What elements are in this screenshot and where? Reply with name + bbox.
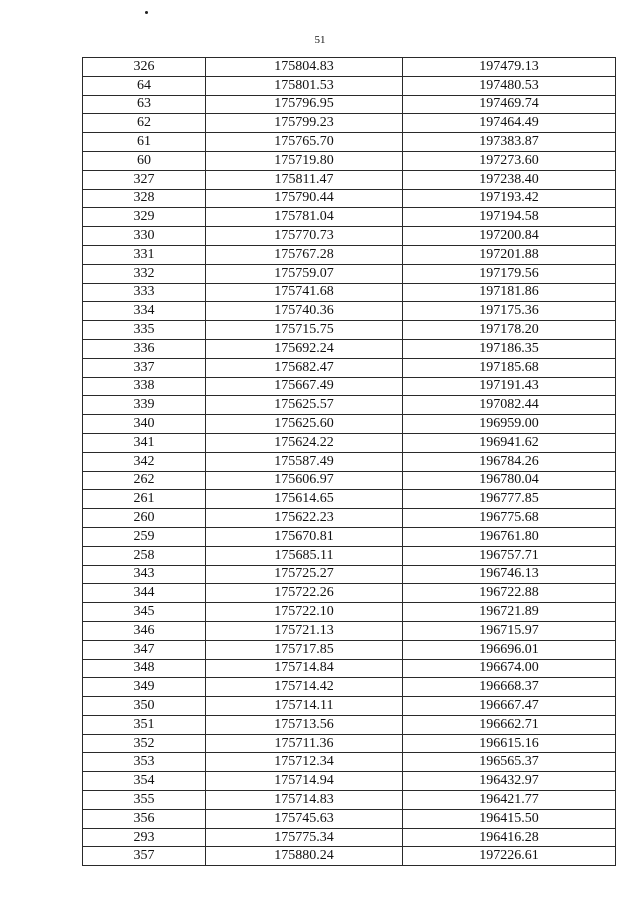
table-row — [83, 170, 616, 189]
table-row — [83, 640, 616, 659]
table-row — [83, 358, 616, 377]
table-row — [83, 753, 616, 772]
y-coordinate-cell: 196615.16 — [403, 734, 616, 753]
x-coordinate-cell: 175719.80 — [206, 151, 403, 170]
y-coordinate-cell: 197179.56 — [403, 264, 616, 283]
y-coordinate-cell: 196715.97 — [403, 621, 616, 640]
x-coordinate-cell: 175714.83 — [206, 791, 403, 810]
y-coordinate-cell: 196757.71 — [403, 546, 616, 565]
x-coordinate-cell: 175714.42 — [206, 678, 403, 697]
y-coordinate-cell: 197194.58 — [403, 208, 616, 227]
table-row — [83, 490, 616, 509]
scan-speck — [145, 11, 148, 14]
point-number-cell: 351 — [83, 715, 206, 734]
point-number-cell: 327 — [83, 170, 206, 189]
y-coordinate-cell: 197383.87 — [403, 133, 616, 152]
table-row — [83, 715, 616, 734]
y-coordinate-cell: 197185.68 — [403, 358, 616, 377]
y-coordinate-cell: 196775.68 — [403, 509, 616, 528]
table-row — [83, 809, 616, 828]
point-number-cell: 345 — [83, 603, 206, 622]
table-row — [83, 245, 616, 264]
x-coordinate-cell: 175715.75 — [206, 321, 403, 340]
y-coordinate-cell: 197238.40 — [403, 170, 616, 189]
point-number-cell: 343 — [83, 565, 206, 584]
table-row — [83, 772, 616, 791]
y-coordinate-cell: 196432.97 — [403, 772, 616, 791]
point-number-cell: 340 — [83, 415, 206, 434]
table-row — [83, 565, 616, 584]
y-coordinate-cell: 196959.00 — [403, 415, 616, 434]
x-coordinate-cell: 175622.23 — [206, 509, 403, 528]
point-number-cell: 339 — [83, 396, 206, 415]
point-number-cell: 61 — [83, 133, 206, 152]
y-coordinate-cell: 196667.47 — [403, 697, 616, 716]
x-coordinate-cell: 175722.10 — [206, 603, 403, 622]
table-row — [83, 264, 616, 283]
point-number-cell: 293 — [83, 828, 206, 847]
point-number-cell: 332 — [83, 264, 206, 283]
table-row — [83, 546, 616, 565]
x-coordinate-cell: 175624.22 — [206, 433, 403, 452]
y-coordinate-cell: 196696.01 — [403, 640, 616, 659]
table-row — [83, 452, 616, 471]
point-number-cell: 262 — [83, 471, 206, 490]
point-number-cell: 336 — [83, 339, 206, 358]
x-coordinate-cell: 175692.24 — [206, 339, 403, 358]
point-number-cell: 357 — [83, 847, 206, 866]
coordinates-table-body — [83, 58, 616, 866]
x-coordinate-cell: 175625.57 — [206, 396, 403, 415]
point-number-cell: 350 — [83, 697, 206, 716]
point-number-cell: 344 — [83, 584, 206, 603]
table-row — [83, 471, 616, 490]
table-row — [83, 415, 616, 434]
table-row — [83, 227, 616, 246]
x-coordinate-cell: 175717.85 — [206, 640, 403, 659]
x-coordinate-cell: 175711.36 — [206, 734, 403, 753]
x-coordinate-cell: 175670.81 — [206, 527, 403, 546]
table-row — [83, 791, 616, 810]
point-number-cell: 259 — [83, 527, 206, 546]
x-coordinate-cell: 175714.94 — [206, 772, 403, 791]
table-row — [83, 114, 616, 133]
y-coordinate-cell: 196761.80 — [403, 527, 616, 546]
point-number-cell: 353 — [83, 753, 206, 772]
table-row — [83, 208, 616, 227]
x-coordinate-cell: 175712.34 — [206, 753, 403, 772]
y-coordinate-cell: 197464.49 — [403, 114, 616, 133]
x-coordinate-cell: 175682.47 — [206, 358, 403, 377]
table-row — [83, 377, 616, 396]
y-coordinate-cell: 197479.13 — [403, 58, 616, 77]
y-coordinate-cell: 197191.43 — [403, 377, 616, 396]
y-coordinate-cell: 196668.37 — [403, 678, 616, 697]
x-coordinate-cell: 175714.84 — [206, 659, 403, 678]
y-coordinate-cell: 197273.60 — [403, 151, 616, 170]
point-number-cell: 330 — [83, 227, 206, 246]
y-coordinate-cell: 196780.04 — [403, 471, 616, 490]
table-row — [83, 621, 616, 640]
point-number-cell: 64 — [83, 76, 206, 95]
point-number-cell: 261 — [83, 490, 206, 509]
table-row — [83, 847, 616, 866]
table-row — [83, 339, 616, 358]
x-coordinate-cell: 175796.95 — [206, 95, 403, 114]
x-coordinate-cell: 175606.97 — [206, 471, 403, 490]
y-coordinate-cell: 196662.71 — [403, 715, 616, 734]
x-coordinate-cell: 175587.49 — [206, 452, 403, 471]
x-coordinate-cell: 175722.26 — [206, 584, 403, 603]
x-coordinate-cell: 175775.34 — [206, 828, 403, 847]
point-number-cell: 326 — [83, 58, 206, 77]
y-coordinate-cell: 197178.20 — [403, 321, 616, 340]
x-coordinate-cell: 175767.28 — [206, 245, 403, 264]
point-number-cell: 346 — [83, 621, 206, 640]
point-number-cell: 347 — [83, 640, 206, 659]
table-row — [83, 659, 616, 678]
y-coordinate-cell: 197175.36 — [403, 302, 616, 321]
coordinates-table — [82, 57, 616, 866]
x-coordinate-cell: 175740.36 — [206, 302, 403, 321]
table-row — [83, 321, 616, 340]
x-coordinate-cell: 175745.63 — [206, 809, 403, 828]
point-number-cell: 335 — [83, 321, 206, 340]
point-number-cell: 63 — [83, 95, 206, 114]
table-row — [83, 95, 616, 114]
page-number: 51 — [314, 34, 326, 46]
x-coordinate-cell: 175811.47 — [206, 170, 403, 189]
x-coordinate-cell: 175685.11 — [206, 546, 403, 565]
y-coordinate-cell: 196416.28 — [403, 828, 616, 847]
x-coordinate-cell: 175759.07 — [206, 264, 403, 283]
point-number-cell: 337 — [83, 358, 206, 377]
point-number-cell: 338 — [83, 377, 206, 396]
y-coordinate-cell: 196784.26 — [403, 452, 616, 471]
y-coordinate-cell: 197469.74 — [403, 95, 616, 114]
point-number-cell: 356 — [83, 809, 206, 828]
y-coordinate-cell: 196746.13 — [403, 565, 616, 584]
point-number-cell: 258 — [83, 546, 206, 565]
table-row — [83, 828, 616, 847]
point-number-cell: 333 — [83, 283, 206, 302]
x-coordinate-cell: 175801.53 — [206, 76, 403, 95]
x-coordinate-cell: 175614.65 — [206, 490, 403, 509]
table-row — [83, 283, 616, 302]
table-row — [83, 734, 616, 753]
point-number-cell: 349 — [83, 678, 206, 697]
table-row — [83, 302, 616, 321]
table-row — [83, 678, 616, 697]
point-number-cell: 348 — [83, 659, 206, 678]
point-number-cell: 354 — [83, 772, 206, 791]
y-coordinate-cell: 196722.88 — [403, 584, 616, 603]
table-row — [83, 433, 616, 452]
y-coordinate-cell: 196777.85 — [403, 490, 616, 509]
y-coordinate-cell: 197201.88 — [403, 245, 616, 264]
table-row — [83, 76, 616, 95]
x-coordinate-cell: 175880.24 — [206, 847, 403, 866]
x-coordinate-cell: 175725.27 — [206, 565, 403, 584]
x-coordinate-cell: 175799.23 — [206, 114, 403, 133]
x-coordinate-cell: 175765.70 — [206, 133, 403, 152]
x-coordinate-cell: 175790.44 — [206, 189, 403, 208]
x-coordinate-cell: 175713.56 — [206, 715, 403, 734]
x-coordinate-cell: 175804.83 — [206, 58, 403, 77]
table-row — [83, 58, 616, 77]
x-coordinate-cell: 175721.13 — [206, 621, 403, 640]
point-number-cell: 355 — [83, 791, 206, 810]
y-coordinate-cell: 197181.86 — [403, 283, 616, 302]
point-number-cell: 331 — [83, 245, 206, 264]
y-coordinate-cell: 196421.77 — [403, 791, 616, 810]
point-number-cell: 329 — [83, 208, 206, 227]
point-number-cell: 260 — [83, 509, 206, 528]
table-row — [83, 697, 616, 716]
x-coordinate-cell: 175741.68 — [206, 283, 403, 302]
point-number-cell: 60 — [83, 151, 206, 170]
table-row — [83, 509, 616, 528]
y-coordinate-cell: 197186.35 — [403, 339, 616, 358]
y-coordinate-cell: 197480.53 — [403, 76, 616, 95]
y-coordinate-cell: 197226.61 — [403, 847, 616, 866]
y-coordinate-cell: 196674.00 — [403, 659, 616, 678]
table-row — [83, 189, 616, 208]
y-coordinate-cell: 196721.89 — [403, 603, 616, 622]
table-row — [83, 133, 616, 152]
table-row — [83, 151, 616, 170]
table-row — [83, 396, 616, 415]
y-coordinate-cell: 196941.62 — [403, 433, 616, 452]
point-number-cell: 334 — [83, 302, 206, 321]
y-coordinate-cell: 197200.84 — [403, 227, 616, 246]
y-coordinate-cell: 197193.42 — [403, 189, 616, 208]
y-coordinate-cell: 196565.37 — [403, 753, 616, 772]
table-row — [83, 584, 616, 603]
point-number-cell: 342 — [83, 452, 206, 471]
point-number-cell: 62 — [83, 114, 206, 133]
point-number-cell: 352 — [83, 734, 206, 753]
x-coordinate-cell: 175781.04 — [206, 208, 403, 227]
x-coordinate-cell: 175625.60 — [206, 415, 403, 434]
x-coordinate-cell: 175667.49 — [206, 377, 403, 396]
x-coordinate-cell: 175714.11 — [206, 697, 403, 716]
y-coordinate-cell: 196415.50 — [403, 809, 616, 828]
point-number-cell: 328 — [83, 189, 206, 208]
point-number-cell: 341 — [83, 433, 206, 452]
x-coordinate-cell: 175770.73 — [206, 227, 403, 246]
table-row — [83, 527, 616, 546]
y-coordinate-cell: 197082.44 — [403, 396, 616, 415]
table-row — [83, 603, 616, 622]
